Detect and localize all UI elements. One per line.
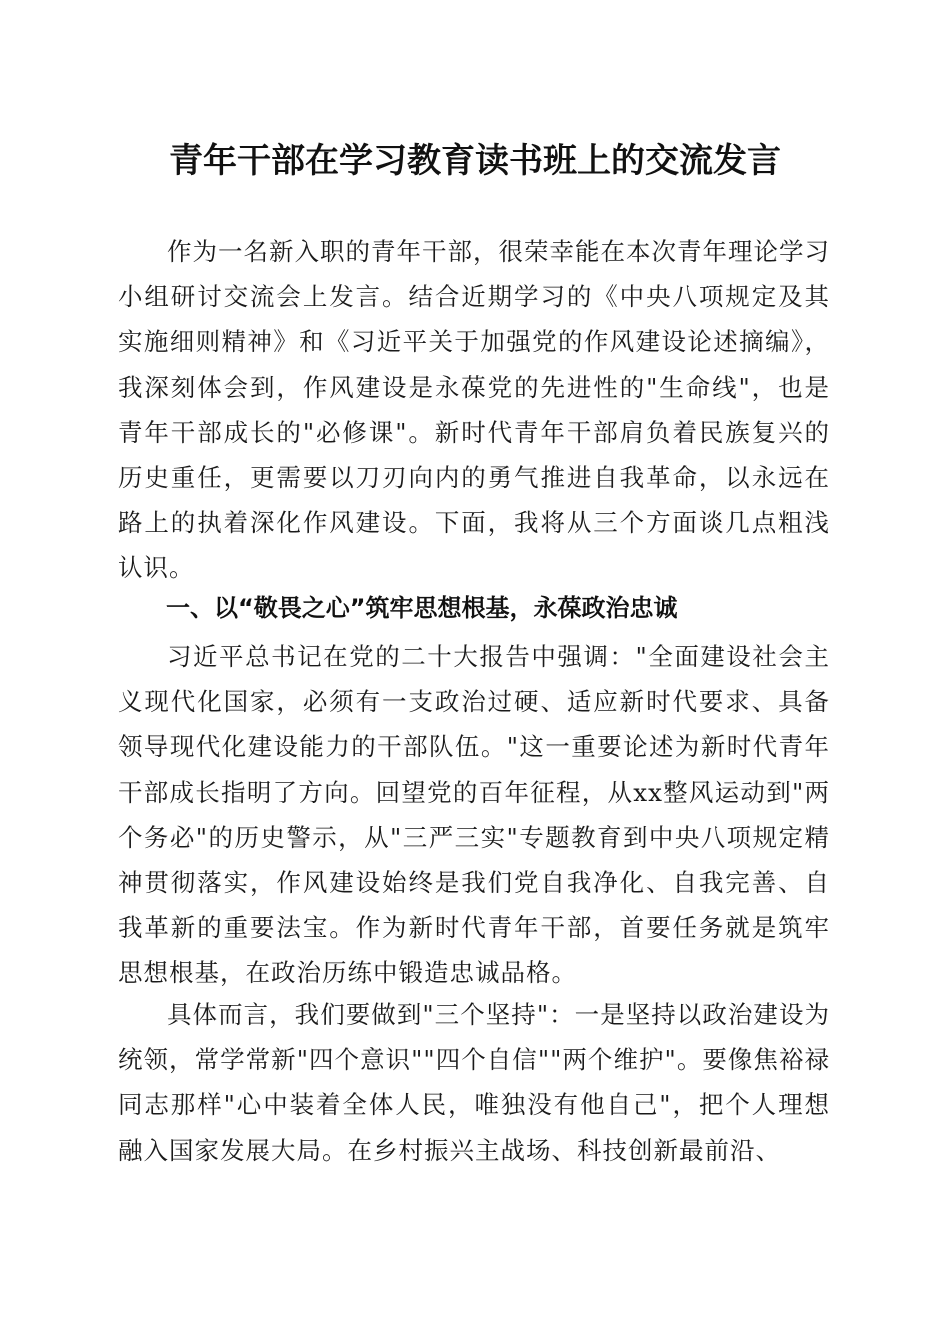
section-1-paragraph-2-block [118, 992, 830, 1173]
intro-paragraph-block [118, 229, 830, 591]
section-heading-block [118, 586, 830, 631]
document-title: 青年干部在学习教育读书班上的交流发言 [169, 141, 781, 181]
section-1-paragraph-2: 具体而言，我们要做到"三个坚持"：一是坚持以政治建设为统领，常学常新"四个意识""四个自信""两个维护"。要像焦裕禄同志那样"心中装着全体人民，唯独没有他自己"，把个人理想融入国家发展大局。在乡村振兴主战场、科技创新最前沿、 [118, 1000, 830, 1165]
intro-paragraph: 作为一名新入职的青年干部，很荣幸能在本次青年理论学习小组研讨交流会上发言。结合近期学习的《中央八项规定及其实施细则精神》和《习近平关于加强党的作风建设论述摘编》，我深刻体会到，作风建设是永葆党的先进性的"生命线"，也是青年干部成长的"必修课"。新时代青年干部肩负着民族复兴的历史重任，更需要以刀刃向内的勇气推进自我革命，以永远在路上的执着深化作风建设。下面，我将从三个方面谈几点粗浅认识。 [118, 237, 830, 583]
section-1-paragraph-1: 习近平总书记在党的二十大报告中强调："全面建设社会主义现代化国家，必须有一支政治过硬、适应新时代要求、具备领导现代化建设能力的干部队伍。"这一重要论述为新时代青年干部成长指明了方向。回望党的百年征程，从xx整风运动到"两个务必"的历史警示，从"三严三实"专题教育到中央八项规定精神贯彻落实，作风建设始终是我们党自我净化、自我完善、自我革新的重要法宝。作为新时代青年干部，首要任务就是筑牢思想根基，在政治历练中锻造忠诚品格。 [118, 642, 830, 988]
section-1-heading: 一、以“敬畏之心”筑牢思想根基，永葆政治忠诚 [166, 594, 678, 622]
section-1-paragraph-1-block [118, 634, 830, 996]
